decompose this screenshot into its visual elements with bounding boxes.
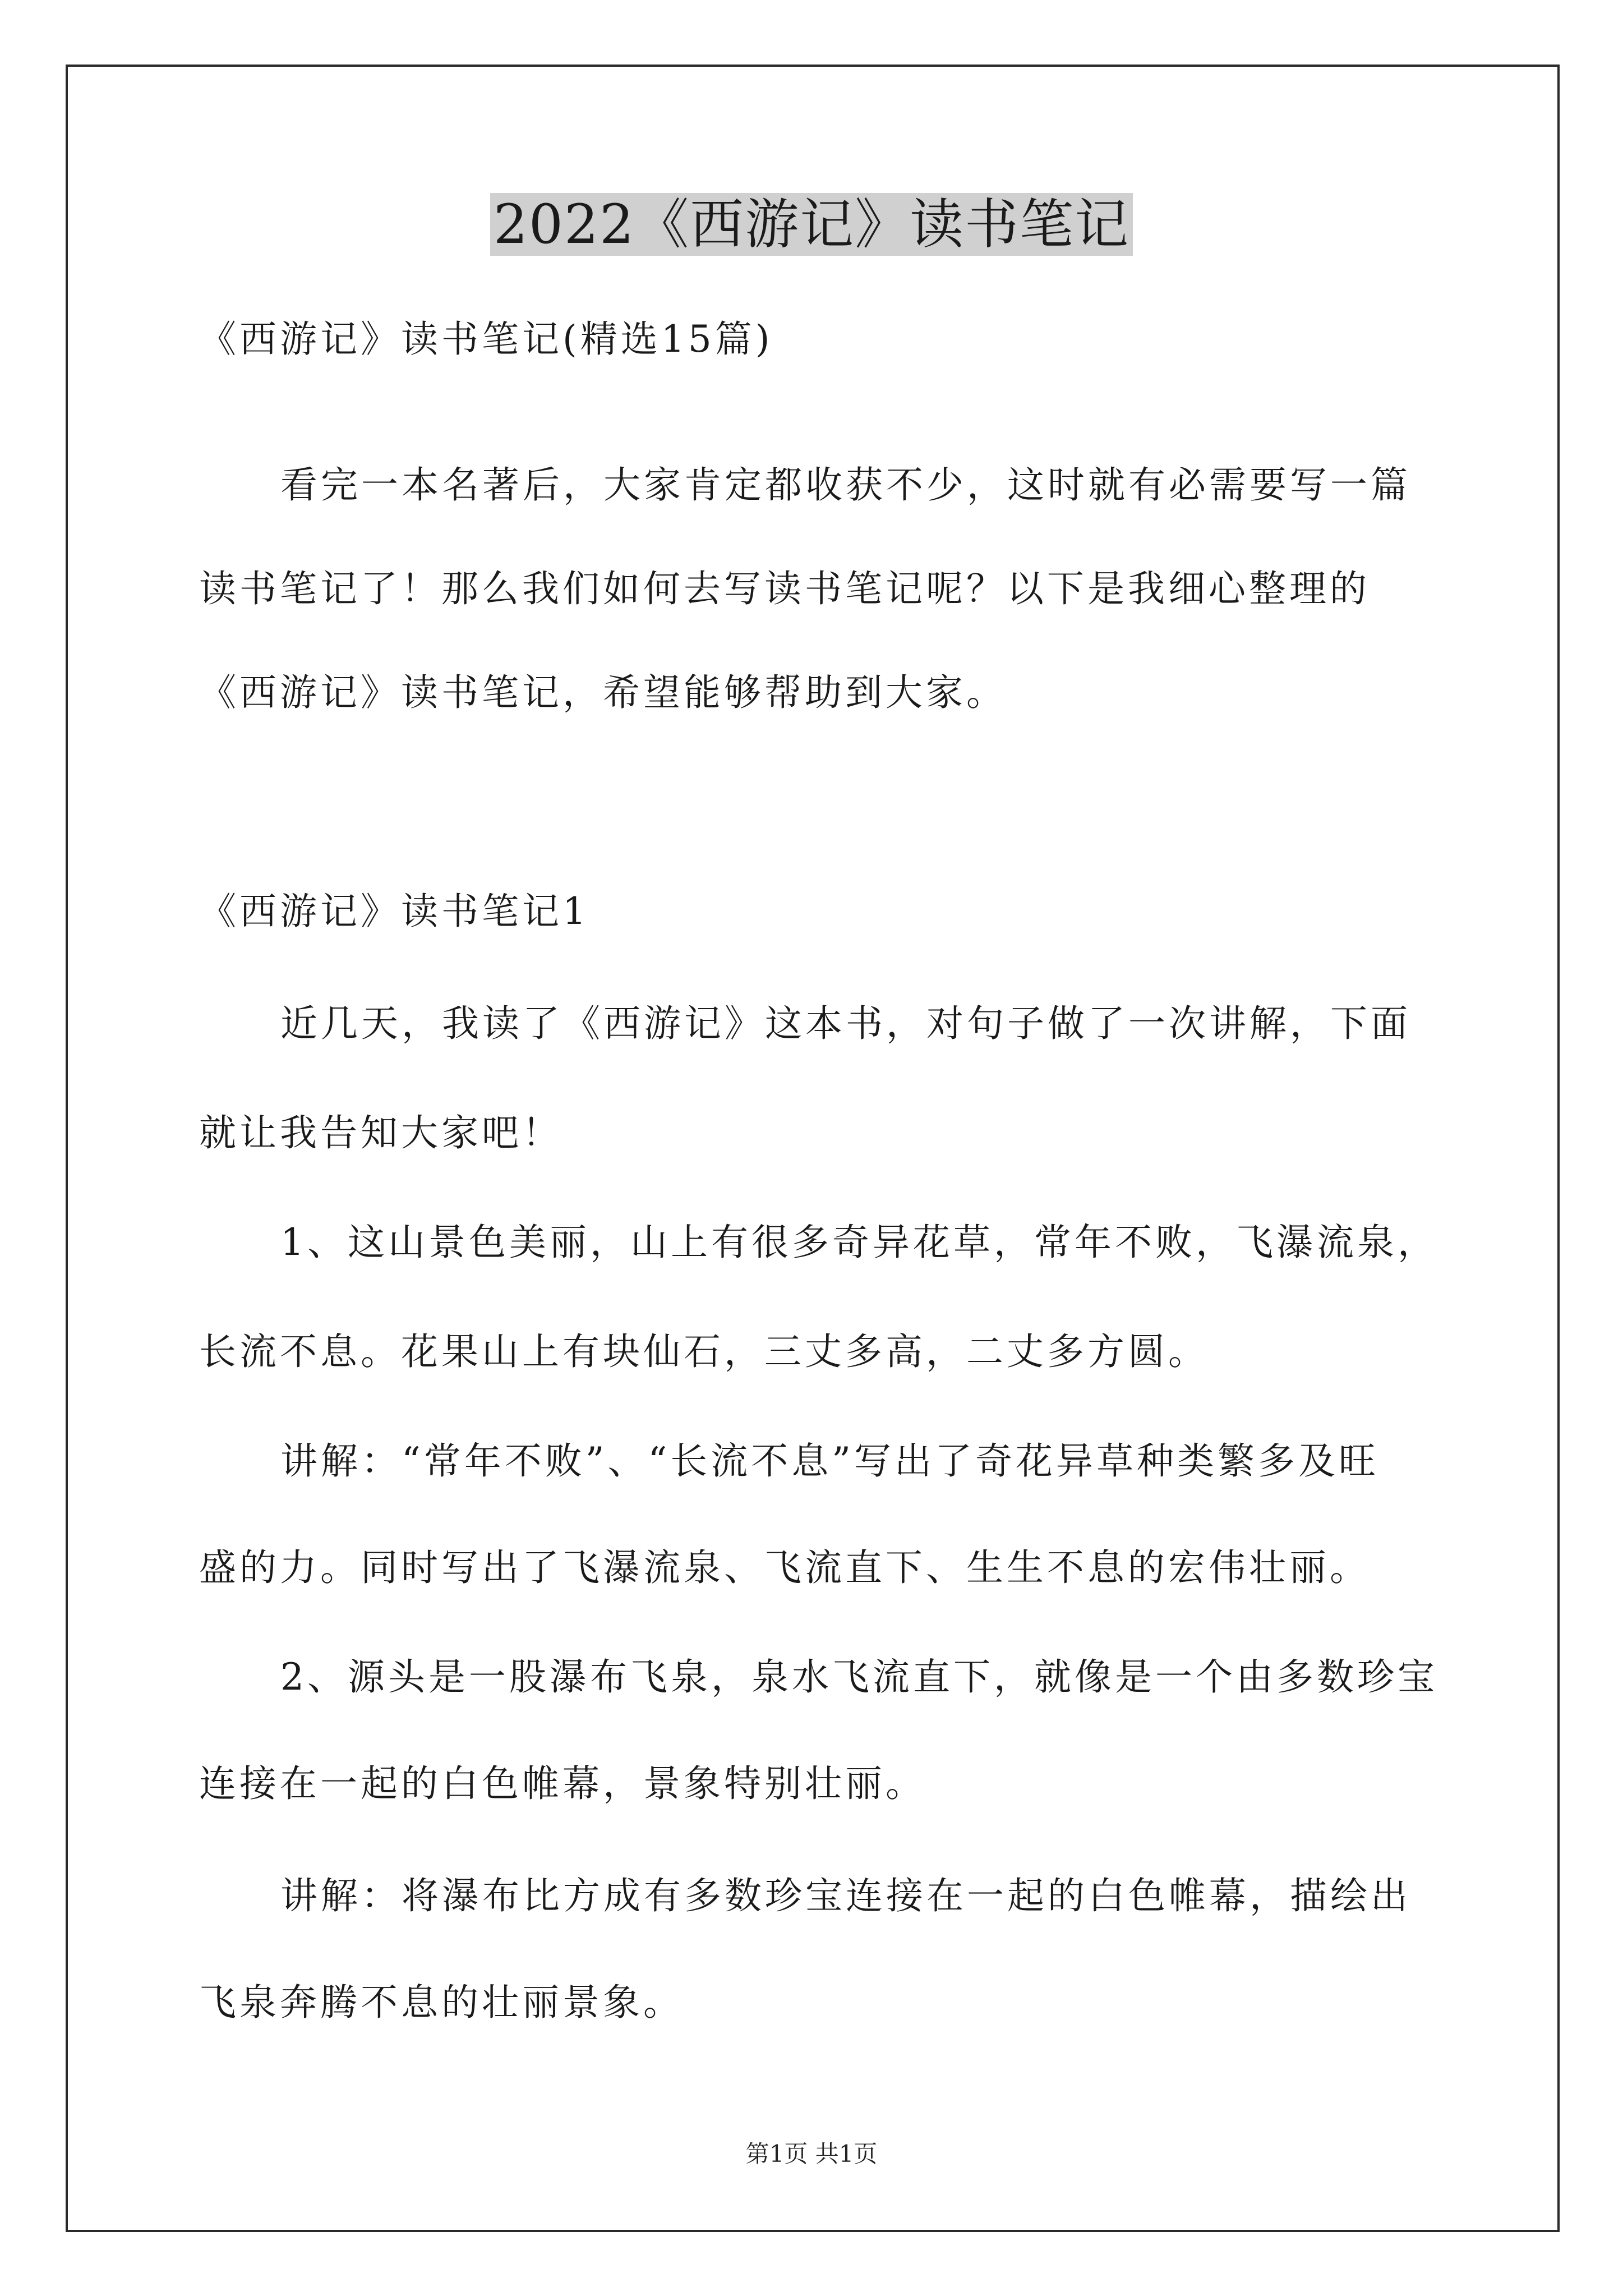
intro-line: 《西游记》读书笔记，希望能够帮助到大家。 [199,671,1007,714]
body-line: 连接在一起的白色帷幕，景象特别壮丽。 [199,1762,926,1805]
subtitle: 《西游记》读书笔记(精选15篇) [199,318,773,361]
document-title-text: 2022《西游记》读书笔记 [490,193,1133,256]
intro-line: 看完一本名著后，大家肯定都收获不少，这时就有必需要写一篇 [280,463,1411,507]
body-line: 就让我告知大家吧！ [199,1111,562,1154]
body-line: 讲解：将瀑布比方成有多数珍宝连接在一起的白色帷幕，描绘出 [280,1874,1411,1917]
body-line: 盛的力。同时写出了飞瀑流泉、飞流直下、生生不息的宏伟壮丽。 [199,1546,1370,1589]
body-line: 1、这山景色美丽，山上有很多奇异花草，常年不败，飞瀑流泉， [280,1221,1438,1264]
body-line: 近几天，我读了《西游记》这本书，对句子做了一次讲解，下面 [280,1002,1411,1045]
page-footer: 第1页 共1页 [745,2140,878,2168]
body-line: 2、源头是一股瀑布飞泉，泉水飞流直下，就像是一个由多数珍宝 [280,1655,1438,1699]
body-line: 长流不息。花果山上有块仙石，三丈多高，二丈多方圆。 [199,1330,1209,1373]
document-title [0,191,1623,258]
section-heading: 《西游记》读书笔记1 [199,890,589,933]
intro-line: 读书笔记了！那么我们如何去写读书笔记呢？以下是我细心整理的 [199,567,1370,610]
body-line: 飞泉奔腾不息的壮丽景象。 [199,1981,684,2024]
body-line: 讲解：“常年不败”、“长流不息”写出了奇花异草种类繁多及旺 [280,1439,1379,1483]
